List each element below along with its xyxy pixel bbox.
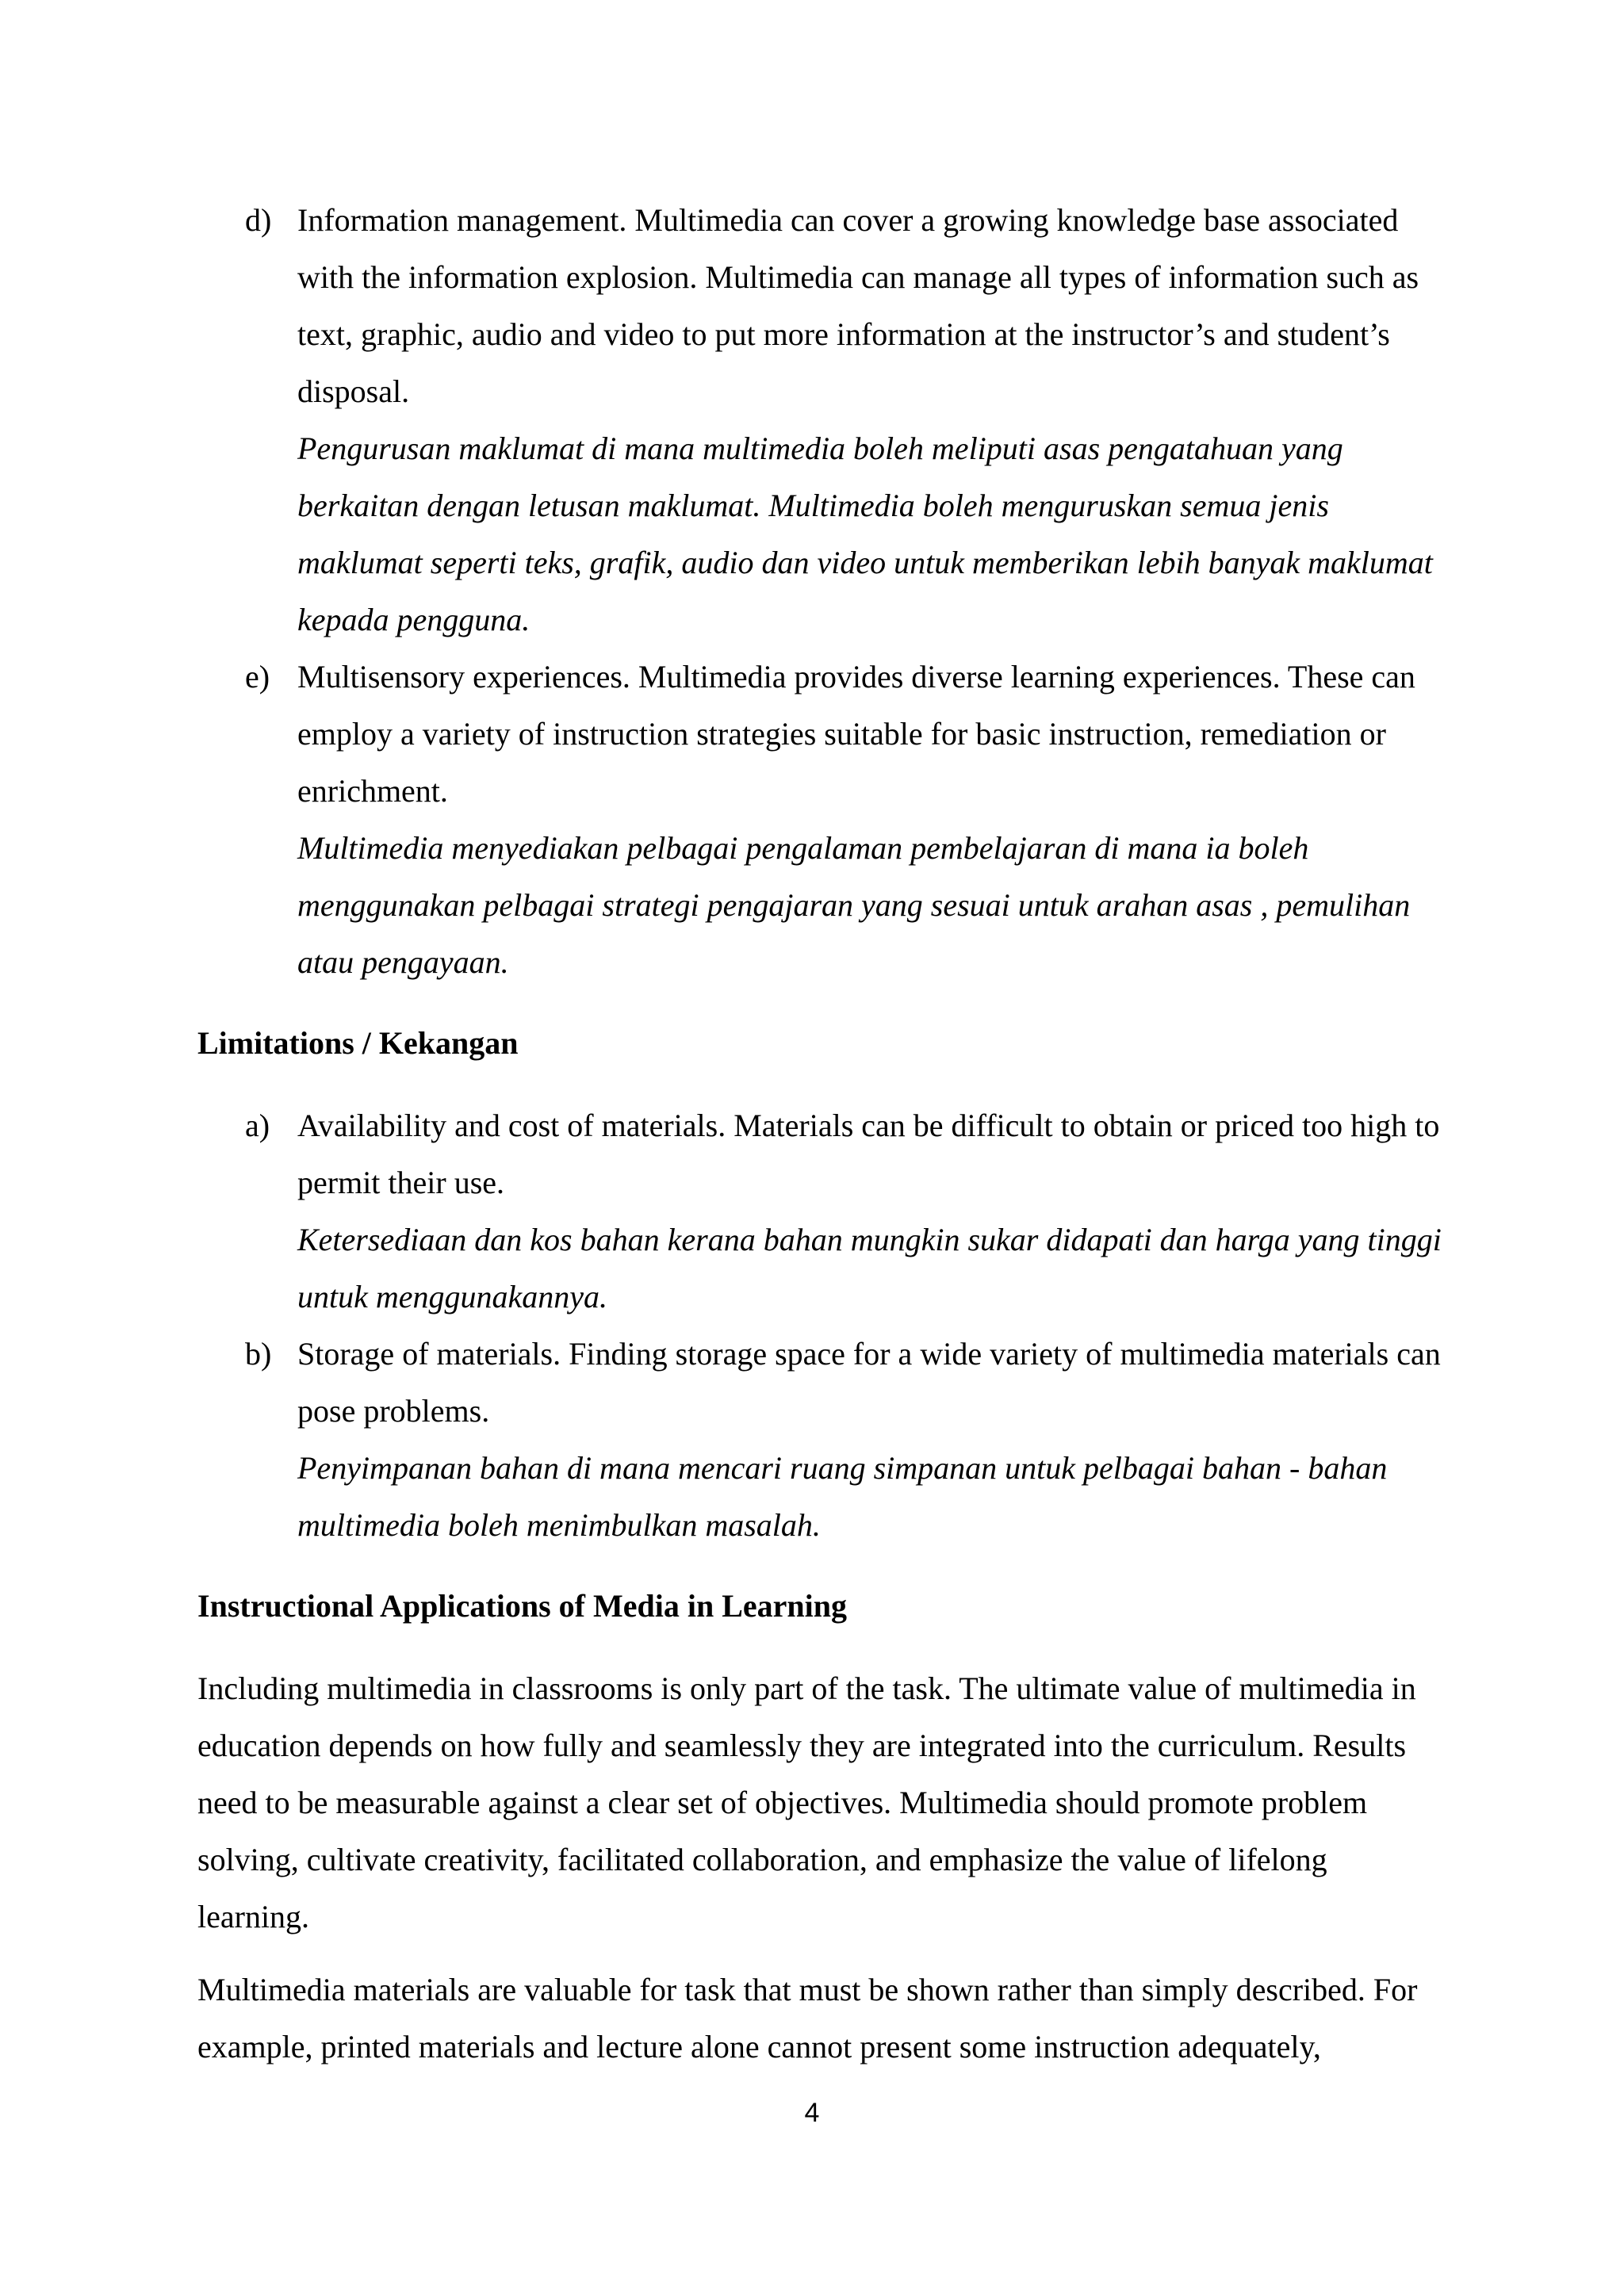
list-item-a: [197, 1097, 1442, 1326]
list-item-d: [197, 192, 1442, 649]
list-item-malay: Penyimpanan bahan di mana mencari ruang simpanan untuk pelbagai bahan - bahan multimedia boleh menimbulkan masalah.: [297, 1450, 1388, 1543]
list-marker: b): [245, 1336, 272, 1372]
list-item-malay: Multimedia menyediakan pelbagai pengalaman pembelajaran di mana ia boleh menggunakan pelbagai strategi pengajaran yang sesuai untuk arahan asas , pemulihan atau pengayaan.: [297, 830, 1411, 980]
body-paragraph: Multimedia materials are valuable for task that must be shown rather than simply described. For example, printed materials and lecture alone cannot present some instruction adequately,: [197, 1972, 1418, 2064]
list-item-malay: Pengurusan maklumat di mana multimedia boleh meliputi asas pengatahuan yang berkaitan dengan letusan maklumat. Multimedia boleh menguruskan semua jenis maklumat seperti teks, grafik, audio dan video untuk memberikan lebih banyak maklumat kepada pengguna.: [297, 430, 1433, 637]
body-paragraph: Including multimedia in classrooms is only part of the task. The ultimate value of multimedia in education depends on how fully and seamlessly they are integrated into the curriculum. Results need to be measurable against a clear set of objectives. Multimedia should promote problem solving, cultivate creativity, facilitated collaboration, and emphasize the value of lifelong learning.: [197, 1670, 1416, 1934]
list-item-english: Information management. Multimedia can cover a growing knowledge base associated with the information explosion. Multimedia can manage all types of information such as text, graphic, audio and video to put more information at the instructor’s and student’s disposal.: [297, 202, 1419, 409]
section-heading-applications: Instructional Applications of Media in Learning: [197, 1588, 847, 1624]
list-item-b: [197, 1326, 1442, 1554]
list-item-english: Availability and cost of materials. Materials can be difficult to obtain or priced too high to permit their use.: [297, 1108, 1440, 1200]
list-item-english: Multisensory experiences. Multimedia provides diverse learning experiences. These can employ a variety of instruction strategies suitable for basic instruction, remediation or enrichment.: [297, 659, 1415, 809]
list-marker: e): [245, 659, 270, 695]
section-heading-limitations: Limitations / Kekangan: [197, 1025, 519, 1061]
page-content: [197, 192, 1442, 2076]
list-marker: d): [245, 202, 272, 238]
list-item-malay: Ketersediaan dan kos bahan kerana bahan mungkin sukar didapati dan harga yang tinggi untuk menggunakannya.: [297, 1222, 1442, 1314]
list-item-english: Storage of materials. Finding storage space for a wide variety of multimedia materials can pose problems.: [297, 1336, 1441, 1429]
list-marker: a): [245, 1108, 270, 1143]
list-item-e: [197, 649, 1442, 991]
page-number: 4: [804, 2098, 820, 2128]
